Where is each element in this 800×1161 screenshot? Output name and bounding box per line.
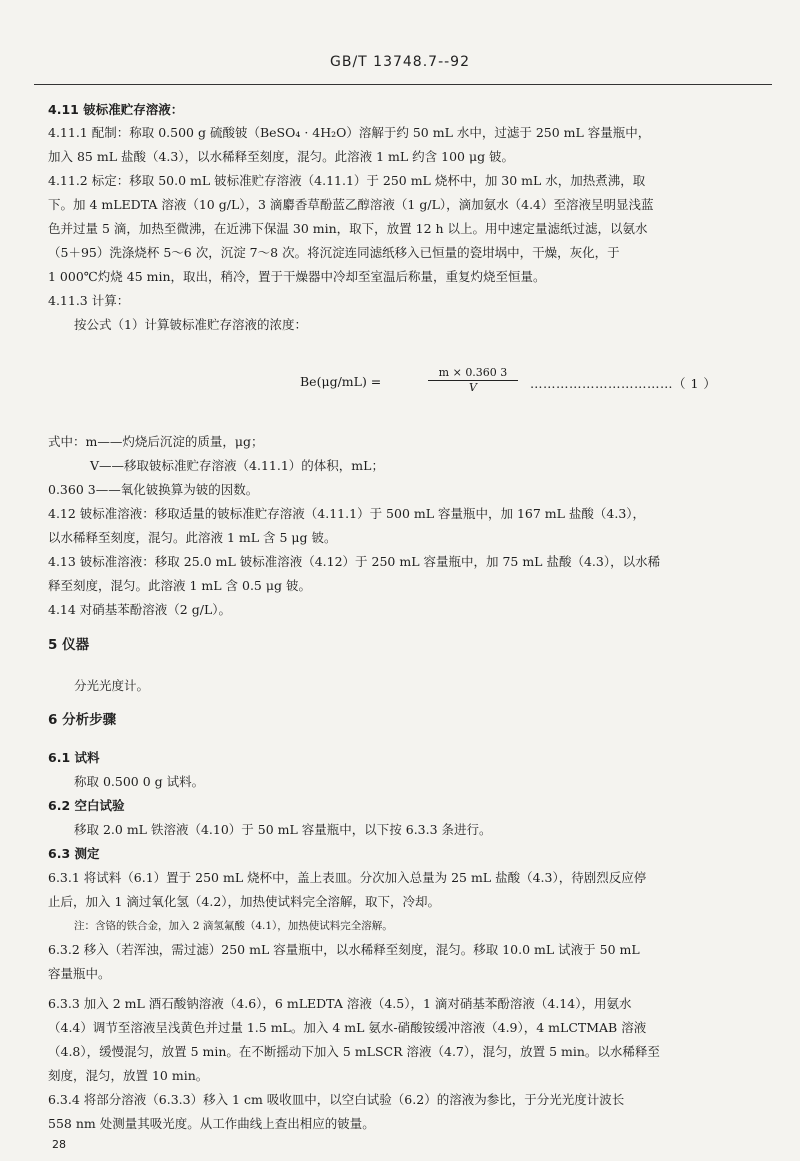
formula-lhs: Be(μg/mL) = <box>300 374 382 389</box>
formula-fraction <box>428 366 518 395</box>
text-line: 4.11.1 配制：称取 0.500 g 硫酸铍（BeSO₄ · 4H₂O）溶解于约 50 mL 水中，过滤于 250 mL 容量瓶中， <box>48 125 651 140</box>
text-line: 6.3.3 加入 2 mL 酒石酸钠溶液（4.6），6 mLEDTA 溶液（4.5），1 滴对硝基苯酚溶液（4.14），用氨水 <box>48 996 632 1011</box>
text-line: 按公式（1）计算铍标准贮存溶液的浓度： <box>74 317 307 332</box>
text-line: 4.12 铍标准溶液：移取适量的铍标准贮存溶液（4.11.1）于 500 mL 容量瓶中，加 167 mL 盐酸（4.3）， <box>48 506 646 521</box>
text-line: （4.8），缓慢混匀，放置 5 min。在不断摇动下加入 5 mLSCR 溶液（4.7），混匀，放置 5 min。以水稀释至 <box>48 1044 660 1059</box>
text-line: 1 000℃灼烧 45 min，取出，稍冷，置于干燥器中冷却至室温后称量，重复灼烧至恒量。 <box>48 269 546 284</box>
text-line: 色并过量 5 滴，加热至微沸，在近沸下保温 30 min，取下，放置 12 h 以上。用中速定量滤纸过滤，以氨水 <box>48 221 648 236</box>
text-line: 6.2 空白试验 <box>48 798 125 813</box>
text-line: 558 nm 处测量其吸光度。从工作曲线上查出相应的铍量。 <box>48 1116 375 1131</box>
text-line: 4.11.3 计算： <box>48 293 130 308</box>
page-number: 28 <box>52 1138 66 1151</box>
text-line: 0.360 3——氧化铍换算为铍的因数。 <box>48 482 259 497</box>
text-line: 称取 0.500 0 g 试料。 <box>74 774 205 789</box>
text-line: 下。加 4 mLEDTA 溶液（10 g/L），3 滴麝香草酚蓝乙醇溶液（1 g/L），滴加氨水（4.4）至溶液呈明显浅蓝 <box>48 197 654 212</box>
text-line: 6 分析步骤 <box>48 712 117 728</box>
text-line: （4.4）调节至溶液呈浅黄色并过量 1.5 mL。加入 4 mL 氨水-硝酸铵缓冲溶液（4.9），4 mLCTMAB 溶液 <box>48 1020 647 1035</box>
formula-denominator: V <box>469 381 477 394</box>
text-line: 6.1 试料 <box>48 750 100 765</box>
text-line: 加入 85 mL 盐酸（4.3），以水稀释至刻度，混匀。此溶液 1 mL 约含 100 μg 铍。 <box>48 149 515 164</box>
text-line: 4.14 对硝基苯酚溶液（2 g/L）。 <box>48 602 231 617</box>
text-line: 移取 2.0 mL 铁溶液（4.10）于 50 mL 容量瓶中，以下按 6.3.3 条进行。 <box>74 822 492 837</box>
text-line: （5＋95）洗涤烧杯 5～6 次，沉淀 7～8 次。将沉淀连同滤纸移入已恒量的瓷坩埚中，干燥，灰化，于 <box>48 245 620 260</box>
text-line: 6.3.2 移入（若浑浊，需过滤）250 mL 容量瓶中，以水稀释至刻度，混匀。移取 10.0 mL 试液于 50 mL <box>48 942 640 957</box>
text-line: 式中：m——灼烧后沉淀的质量，μg； <box>48 434 264 449</box>
formula-numerator: m × 0.360 3 <box>428 366 518 381</box>
text-line: 注：含铬的铁合金，加入 2 滴氢氟酸（4.1），加热使试料完全溶解。 <box>74 920 393 932</box>
page-header-title: GB/T 13748.7--92 <box>330 54 470 70</box>
text-line: 6.3 测定 <box>48 846 100 861</box>
text-line: 以水稀释至刻度，混匀。此溶液 1 mL 含 5 μg 铍。 <box>48 530 337 545</box>
text-line: 4.11 铍标准贮存溶液： <box>48 102 184 117</box>
text-line: 4.11.2 标定：移取 50.0 mL 铍标准贮存溶液（4.11.1）于 250 mL 烧杯中，加 30 mL 水，加热煮沸，取 <box>48 173 646 188</box>
header-rule <box>34 84 772 85</box>
text-line: 刻度，混匀，放置 10 min。 <box>48 1068 209 1083</box>
text-line: 释至刻度，混匀。此溶液 1 mL 含 0.5 μg 铍。 <box>48 578 311 593</box>
text-line: 分光光度计。 <box>74 678 150 693</box>
text-line: 6.3.4 将部分溶液（6.3.3）移入 1 cm 吸收皿中，以空白试验（6.2）的溶液为参比，于分光光度计波长 <box>48 1092 625 1107</box>
text-line: V——移取铍标准贮存溶液（4.11.1）的体积，mL； <box>90 458 384 473</box>
text-line: 容量瓶中。 <box>48 966 111 981</box>
text-line: 止后，加入 1 滴过氧化氢（4.2），加热使试料完全溶解，取下，冷却。 <box>48 894 441 909</box>
text-line: 4.13 铍标准溶液：移取 25.0 mL 铍标准溶液（4.12）于 250 mL 容量瓶中，加 75 mL 盐酸（4.3），以水稀 <box>48 554 661 569</box>
formula-number: ……………………………（ 1 ） <box>530 376 717 391</box>
text-line: 6.3.1 将试料（6.1）置于 250 mL 烧杯中，盖上表皿。分次加入总量为 25 mL 盐酸（4.3），待剧烈反应停 <box>48 870 647 885</box>
text-line: 5 仪器 <box>48 637 90 653</box>
